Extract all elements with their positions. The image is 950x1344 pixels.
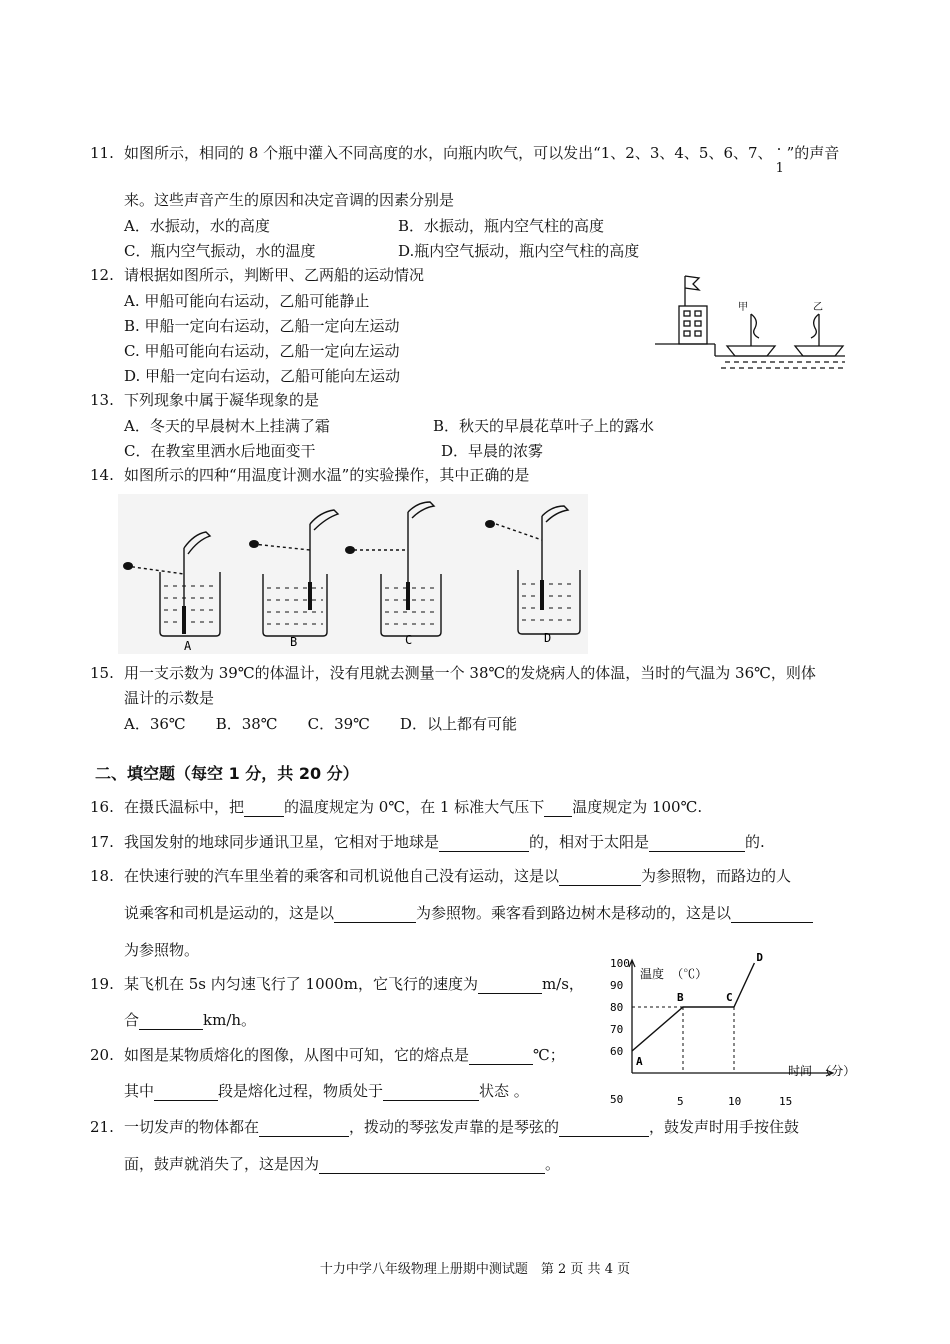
q18-blank-2[interactable]: [334, 906, 416, 923]
q21-blank-2[interactable]: [559, 1120, 649, 1137]
q19-blank-2[interactable]: [139, 1013, 203, 1030]
q11-option-c: C．瓶内空气振动，水的温度: [124, 242, 316, 260]
page-footer: 十力中学八年级物理上册期中测试题 第 2 页 共 4 页: [319, 1262, 631, 1277]
q12-boats-figure: [655, 268, 850, 378]
q17-text: [124, 832, 765, 852]
q17-blank-2[interactable]: [649, 835, 745, 852]
q16-blank-1[interactable]: [244, 800, 284, 817]
melting-curve-chart: [600, 951, 856, 1108]
q20-part-c: 其中: [124, 1082, 155, 1100]
q19-part-c: 合: [124, 1011, 140, 1029]
q18-blank-1[interactable]: [559, 869, 641, 886]
q21-part-c: ，鼓发声时用手按住鼓: [649, 1118, 800, 1136]
q12-option-c: C. 甲船可能向右运动，乙船一定向左运动: [124, 342, 400, 360]
beaker-label-b: B: [290, 635, 298, 649]
boat-yi: [795, 346, 843, 356]
x-axis-label: 时间 （分）: [788, 1064, 856, 1078]
q21-part-d: 面，鼓声就消失了，这是因为: [124, 1155, 320, 1173]
q11-note-one: 1: [775, 161, 784, 176]
q14-number: 14.: [90, 466, 114, 484]
y-tick-label-0: 100: [610, 957, 630, 970]
q11-stem-line2: 来。这些声音产生的原因和决定音调的因素分别是: [124, 191, 455, 209]
q17-number: 17.: [90, 833, 114, 851]
q15-stem-line2: 温计的示数是: [124, 689, 215, 707]
q11-stem-line1: [124, 140, 840, 176]
q15-stem-line1: 用一支示数为 39℃的体温计，没有甩就去测量一个 38℃的发烧病人的体温，当时的气温为 36℃，则体: [124, 664, 816, 682]
q18-part-c: 说乘客和司机是运动的，这是以: [124, 904, 335, 922]
building-shape: [679, 306, 707, 344]
q18-line3: 为参照物。: [124, 941, 200, 959]
q21-part-e: 。: [545, 1155, 561, 1173]
y-tick-label-4: 60: [610, 1045, 624, 1058]
q18-part-a: 在快速行驶的汽车里坐着的乘客和司机说他自己没有运动，这是以: [124, 867, 560, 885]
q18-number: 18.: [90, 867, 114, 885]
q17-blank-1[interactable]: [439, 835, 529, 852]
q20-number: 20.: [90, 1046, 114, 1064]
q21-line2: [124, 1154, 560, 1174]
label-yi: 乙: [813, 302, 823, 313]
q16-blank-2[interactable]: [544, 800, 572, 817]
y-axis-label: 温度 （℃）: [640, 967, 708, 981]
x-tick-label-1: 10: [728, 1095, 742, 1108]
q13-number: 13.: [90, 391, 114, 409]
q17-part-a: 我国发射的地球同步通讯卫星，它相对于地球是: [124, 833, 440, 851]
q20-part-e: 状态 。: [479, 1082, 529, 1100]
q13-option-b: B．秋天的早晨花草叶子上的露水: [433, 417, 655, 435]
q17-part-b: 的，相对于太阳是: [529, 833, 650, 851]
q11-option-a: A．水振动，水的高度: [124, 217, 270, 235]
q19-line2: [124, 1010, 256, 1030]
q16-text: [124, 797, 702, 817]
q11-dotted-note: · 1: [773, 143, 787, 163]
y-tick-label-2: 80: [610, 1001, 624, 1014]
q21-part-a: 一切发声的物体都在: [124, 1118, 260, 1136]
q11-option-b: B．水振动，瓶内空气柱的高度: [398, 217, 605, 235]
q16-part-c: 温度规定为 100℃.: [572, 798, 703, 816]
q18-blank-3[interactable]: [731, 906, 813, 923]
q18-part-d: 为参照物。乘客看到路边树木是移动的，这是以: [416, 904, 732, 922]
q15-number: 15.: [90, 664, 114, 682]
q19-part-b: m/s，: [541, 975, 584, 993]
y-tick-label-5: 50: [610, 1093, 624, 1106]
y-tick-label-1: 90: [610, 979, 624, 992]
q16-part-b: 的温度规定为 0℃，在 1 标准大气压下: [284, 798, 545, 816]
q20-blank-1[interactable]: [469, 1048, 533, 1065]
q13-option-c: C．在教室里洒水后地面变干: [124, 442, 316, 460]
q17-part-c: 的.: [745, 833, 765, 851]
q21-line1: [124, 1117, 799, 1137]
q12-option-d: D. 甲船一定向右运动，乙船可能向左运动: [124, 367, 401, 385]
q20-line1: [124, 1045, 565, 1065]
y-tick-label-3: 70: [610, 1023, 624, 1036]
q21-blank-1[interactable]: [259, 1120, 349, 1137]
beaker-label-d: D: [544, 631, 552, 645]
q20-part-a: 如图是某物质熔化的图像，从图中可知，它的熔点是: [124, 1046, 470, 1064]
q12-option-a: A. 甲船可能向右运动，乙船可能静止: [124, 292, 370, 310]
q20-blank-2[interactable]: [154, 1084, 218, 1101]
q12-number: 12.: [90, 266, 114, 284]
q11-stem-a: 如图所示，相同的 8 个瓶中灌入不同高度的水，向瓶内吹气，可以发出“1、2、3、4、5、6、7、: [124, 144, 773, 162]
beaker-label-a: A: [184, 639, 192, 653]
q16-number: 16.: [90, 798, 114, 816]
section-2-title: 二、填空题（每空 1 分，共 20 分）: [95, 764, 359, 783]
q12-stem: 请根据如图所示，判断甲、乙两船的运动情况: [124, 266, 425, 284]
point-label-c: C: [726, 991, 733, 1004]
beaker-label-c: C: [405, 633, 413, 647]
q19-number: 19.: [90, 975, 114, 993]
point-label-b: B: [677, 991, 684, 1004]
q11-option-d: D.瓶内空气振动，瓶内空气柱的高度: [398, 242, 640, 260]
point-label-d: D: [756, 951, 764, 964]
q19-part-d: km/h。: [203, 1011, 257, 1029]
q11-stem-b: ”的声音: [786, 144, 840, 162]
boat-jia: [727, 346, 775, 356]
point-label-a: A: [636, 1055, 643, 1068]
q14-stem: 如图所示的四种“用温度计测水温”的实验操作，其中正确的是: [124, 466, 530, 484]
label-jia: 甲: [738, 302, 748, 313]
q13-option-a: A．冬天的早晨树木上挂满了霜: [124, 417, 330, 435]
q21-number: 21.: [90, 1118, 114, 1136]
q20-part-d: 段是熔化过程，物质处于: [218, 1082, 384, 1100]
q20-blank-3[interactable]: [383, 1084, 479, 1101]
q11-number: 11.: [90, 144, 114, 162]
q18-part-b: 为参照物，而路边的人: [641, 867, 792, 885]
q18-line1: [124, 866, 791, 886]
q19-blank-1[interactable]: [478, 977, 542, 994]
q19-part-a: 某飞机在 5s 内匀速飞行了 1000m，它飞行的速度为: [124, 975, 478, 993]
q18-line2: [124, 903, 813, 923]
x-tick-label-2: 15: [779, 1095, 793, 1108]
q16-part-a: 在摄氏温标中，把: [124, 798, 245, 816]
q15-options: A．36℃ B．38℃ C．39℃ D．以上都有可能: [124, 715, 517, 733]
q19-line1: [124, 974, 584, 994]
x-tick-label-0: 5: [677, 1095, 684, 1108]
q13-stem: 下列现象中属于凝华现象的是: [124, 391, 320, 409]
q12-option-b: B. 甲船一定向右运动，乙船一定向左运动: [124, 317, 400, 335]
q21-blank-3[interactable]: [319, 1157, 545, 1174]
q14-thermometer-figure: [118, 494, 588, 654]
q20-line2: [124, 1081, 529, 1101]
q13-option-d: D．早晨的浓雾: [441, 442, 544, 460]
q20-part-b: ℃；: [533, 1046, 565, 1064]
q21-part-b: ，拨动的琴弦发声靠的是琴弦的: [349, 1118, 560, 1136]
